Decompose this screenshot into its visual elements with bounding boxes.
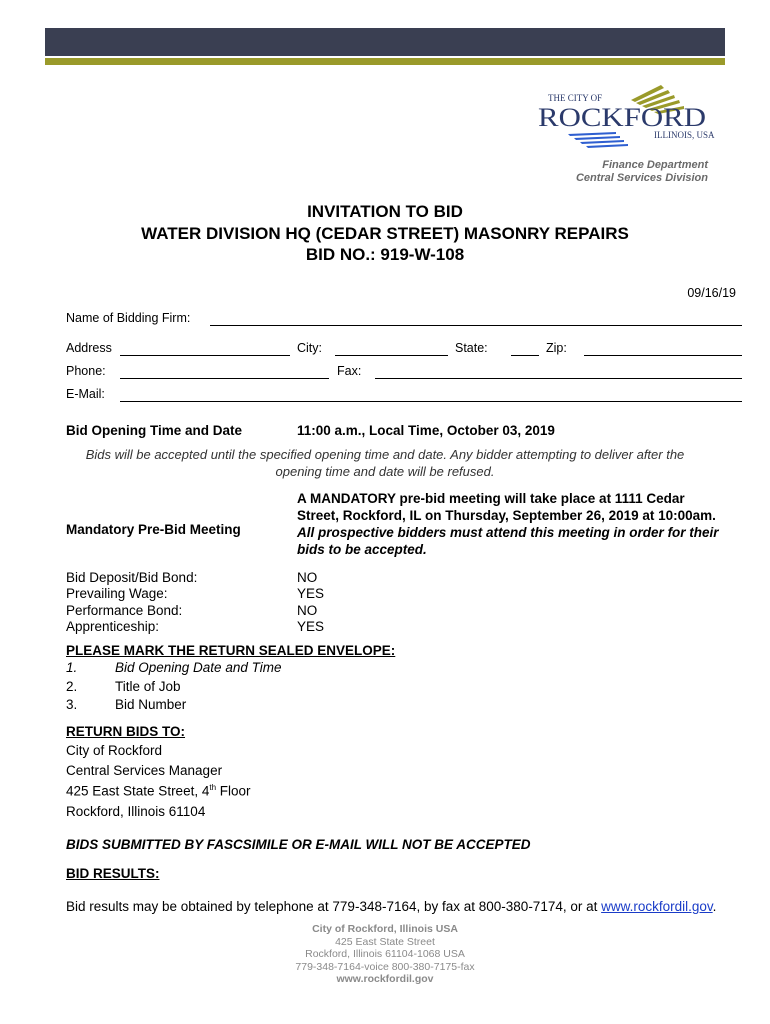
- requirement-value: YES: [297, 619, 325, 634]
- fax-label: Fax:: [337, 364, 362, 378]
- firm-name-field[interactable]: [210, 325, 742, 326]
- footer-website: www.rockfordil.gov: [336, 973, 434, 985]
- requirement-label: Apprenticeship:: [66, 619, 160, 634]
- prebid-label: Mandatory Pre-Bid Meeting: [66, 522, 241, 537]
- envelope-heading: PLEASE MARK THE RETURN SEALED ENVELOPE:: [66, 643, 396, 658]
- city-logo: [536, 82, 716, 152]
- footer-city: Rockford, Illinois 61104-1068 USA: [305, 948, 465, 960]
- logo-water-lines-icon: [568, 132, 628, 148]
- city-label: City:: [297, 341, 322, 355]
- requirement-value: YES: [297, 586, 325, 601]
- header-accent-band: [45, 58, 725, 65]
- envelope-item-number: 3.: [66, 697, 78, 712]
- issue-date: 09/16/19: [687, 286, 736, 300]
- address-field[interactable]: [120, 355, 290, 356]
- requirement-value: NO: [297, 603, 318, 618]
- email-label: E-Mail:: [66, 387, 105, 401]
- phone-field[interactable]: [120, 378, 329, 379]
- prebid-text-line2: Street, Rockford, IL on Thursday, September 26, 2019 at 10:00am.: [297, 508, 716, 523]
- return-address-line1: City of Rockford: [66, 743, 163, 758]
- return-address-line3: 425 East State Street, 4th Floor: [66, 783, 251, 799]
- footer-phone: 779-348-7164-voice 800-380-7175-fax: [295, 960, 475, 973]
- state-label: State:: [455, 341, 488, 355]
- envelope-item-text: Title of Job: [115, 679, 181, 694]
- results-text: Bid results may be obtained by telephone at 779-348-7164, by fax at 800-380-7174, or at www.rockfordil.gov.: [66, 899, 717, 914]
- envelope-item-number: 2.: [66, 679, 78, 694]
- prebid-text-line4: bids to be accepted.: [297, 542, 427, 557]
- svg-text:ROCKFORD: ROCKFORD: [538, 103, 706, 132]
- footer-street: 425 East State Street: [335, 935, 435, 948]
- state-field[interactable]: [511, 355, 539, 356]
- late-bid-note-line2: opening time and date will be refused.: [275, 464, 495, 479]
- svg-text:ILLINOIS, USA: ILLINOIS, USA: [654, 130, 715, 140]
- website-link[interactable]: www.rockfordil.gov: [601, 899, 713, 914]
- requirement-value: NO: [297, 570, 318, 585]
- bid-opening-value: 11:00 a.m., Local Time, October 03, 2019: [297, 423, 555, 438]
- footer-org: City of Rockford, Illinois USA: [312, 923, 458, 935]
- city-field[interactable]: [335, 355, 448, 356]
- return-heading: RETURN BIDS TO:: [66, 724, 186, 739]
- firm-name-label: Name of Bidding Firm:: [66, 311, 191, 325]
- email-field[interactable]: [120, 401, 742, 402]
- bid-opening-label: Bid Opening Time and Date: [66, 423, 243, 438]
- phone-label: Phone:: [66, 364, 106, 378]
- document-title: INVITATION TO BID: [307, 202, 463, 221]
- requirement-label: Bid Deposit/Bid Bond:: [66, 570, 198, 585]
- bid-number: BID NO.: 919-W-108: [305, 245, 465, 264]
- envelope-item-text: Bid Number: [115, 697, 187, 712]
- return-address-line4: Rockford, Illinois 61104: [66, 804, 206, 819]
- envelope-item-number: 1.: [66, 660, 78, 675]
- footer: [0, 923, 770, 986]
- results-heading: BID RESULTS:: [66, 866, 160, 881]
- envelope-item-text: Bid Opening Date and Time: [115, 660, 282, 675]
- prebid-text-line1: A MANDATORY pre-bid meeting will take place at 1111 Cedar: [297, 491, 685, 506]
- late-bid-note-line1: Bids will be accepted until the specified opening time and date. Any bidder attempting to deliver after the: [85, 447, 685, 462]
- requirement-label: Performance Bond:: [66, 603, 183, 618]
- prebid-text-line3: All prospective bidders must attend this meeting in order for their: [297, 525, 719, 540]
- zip-label: Zip:: [546, 341, 567, 355]
- division-name: Central Services Division: [575, 172, 708, 184]
- svg-text:THE CITY OF: THE CITY OF: [548, 93, 603, 103]
- project-title: WATER DIVISION HQ (CEDAR STREET) MASONRY REPAIRS: [141, 224, 629, 243]
- header-band: [45, 28, 725, 56]
- requirement-label: Prevailing Wage:: [66, 586, 168, 601]
- submission-notice: BIDS SUBMITTED BY FASCSIMILE OR E-MAIL WILL NOT BE ACCEPTED: [66, 837, 531, 852]
- fax-field[interactable]: [375, 378, 742, 379]
- zip-field[interactable]: [584, 355, 742, 356]
- department-name: Finance Department: [602, 159, 708, 171]
- address-label: Address: [66, 341, 112, 355]
- return-address-line2: Central Services Manager: [66, 763, 223, 778]
